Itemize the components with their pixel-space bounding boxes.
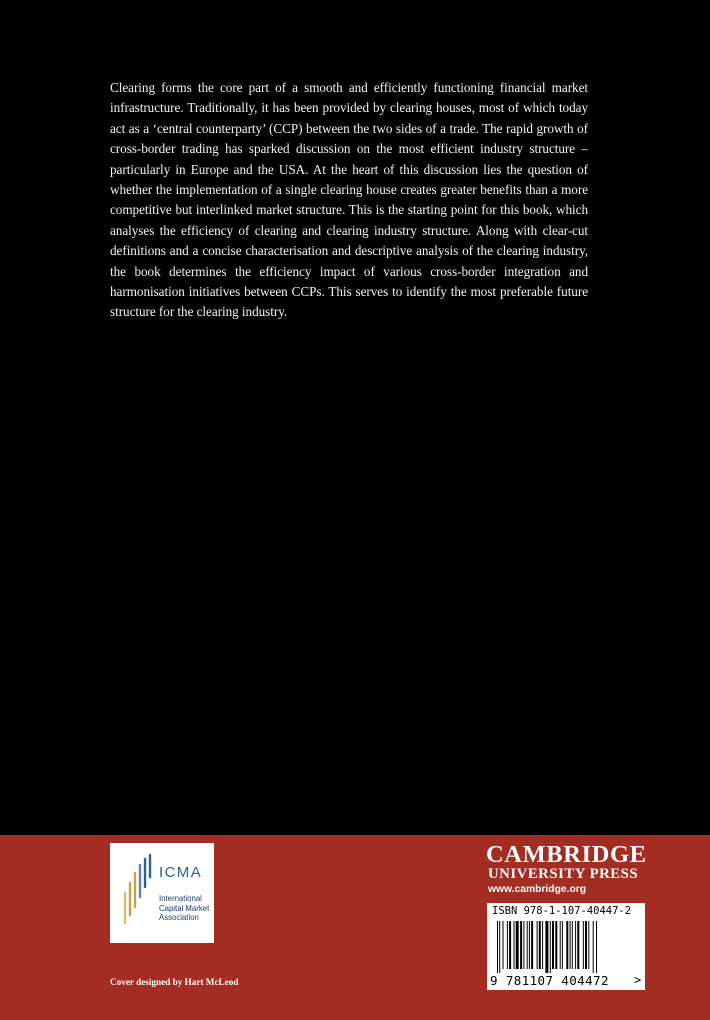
publisher-name: CAMBRIDGE bbox=[486, 841, 647, 868]
icma-bars-icon bbox=[119, 851, 153, 927]
barcode-bars bbox=[497, 921, 637, 973]
isbn-label: ISBN 978-1-107-40447-2 bbox=[492, 905, 632, 917]
publisher-subname: UNIVERSITY PRESS bbox=[488, 866, 639, 882]
icma-logo bbox=[110, 843, 214, 943]
publisher-website: www.cambridge.org bbox=[488, 884, 587, 895]
barcode-end-mark: > bbox=[634, 973, 642, 987]
book-description: Clearing forms the core part of a smooth and efficiently functioning financial market infrastructure. Traditionally, it has been provided by clearing houses, most of which today act as a ‘central counterparty’ (CCP) between the two sides of a trade. The rapid growth of cross-border trading has sparked discussion on the most efficient industry structure – particularly in Europe and the USA. At the heart of this discussion lies the question of whether the implementation of a single clearing house creates greater benefits than a more competitive but interlinked market structure. This is the starting point for this book, which analyses the efficiency of clearing and clearing industry structure. Along with clear-cut definitions and a concise characterisation and descriptive analysis of the clearing industry, the book determines the efficiency impact of various cross-border integration and harmonisation initiatives between CCPs. This serves to identify the most preferable future structure for the clearing industry. bbox=[110, 80, 588, 320]
isbn-barcode bbox=[487, 903, 645, 990]
barcode-digits: 9 781107 404472 bbox=[490, 973, 609, 988]
icma-acronym: ICMA bbox=[159, 864, 203, 881]
cover-credit: Cover designed by Hart McLeod bbox=[110, 977, 239, 987]
icma-full-name: International Capital Market Association bbox=[159, 894, 210, 923]
